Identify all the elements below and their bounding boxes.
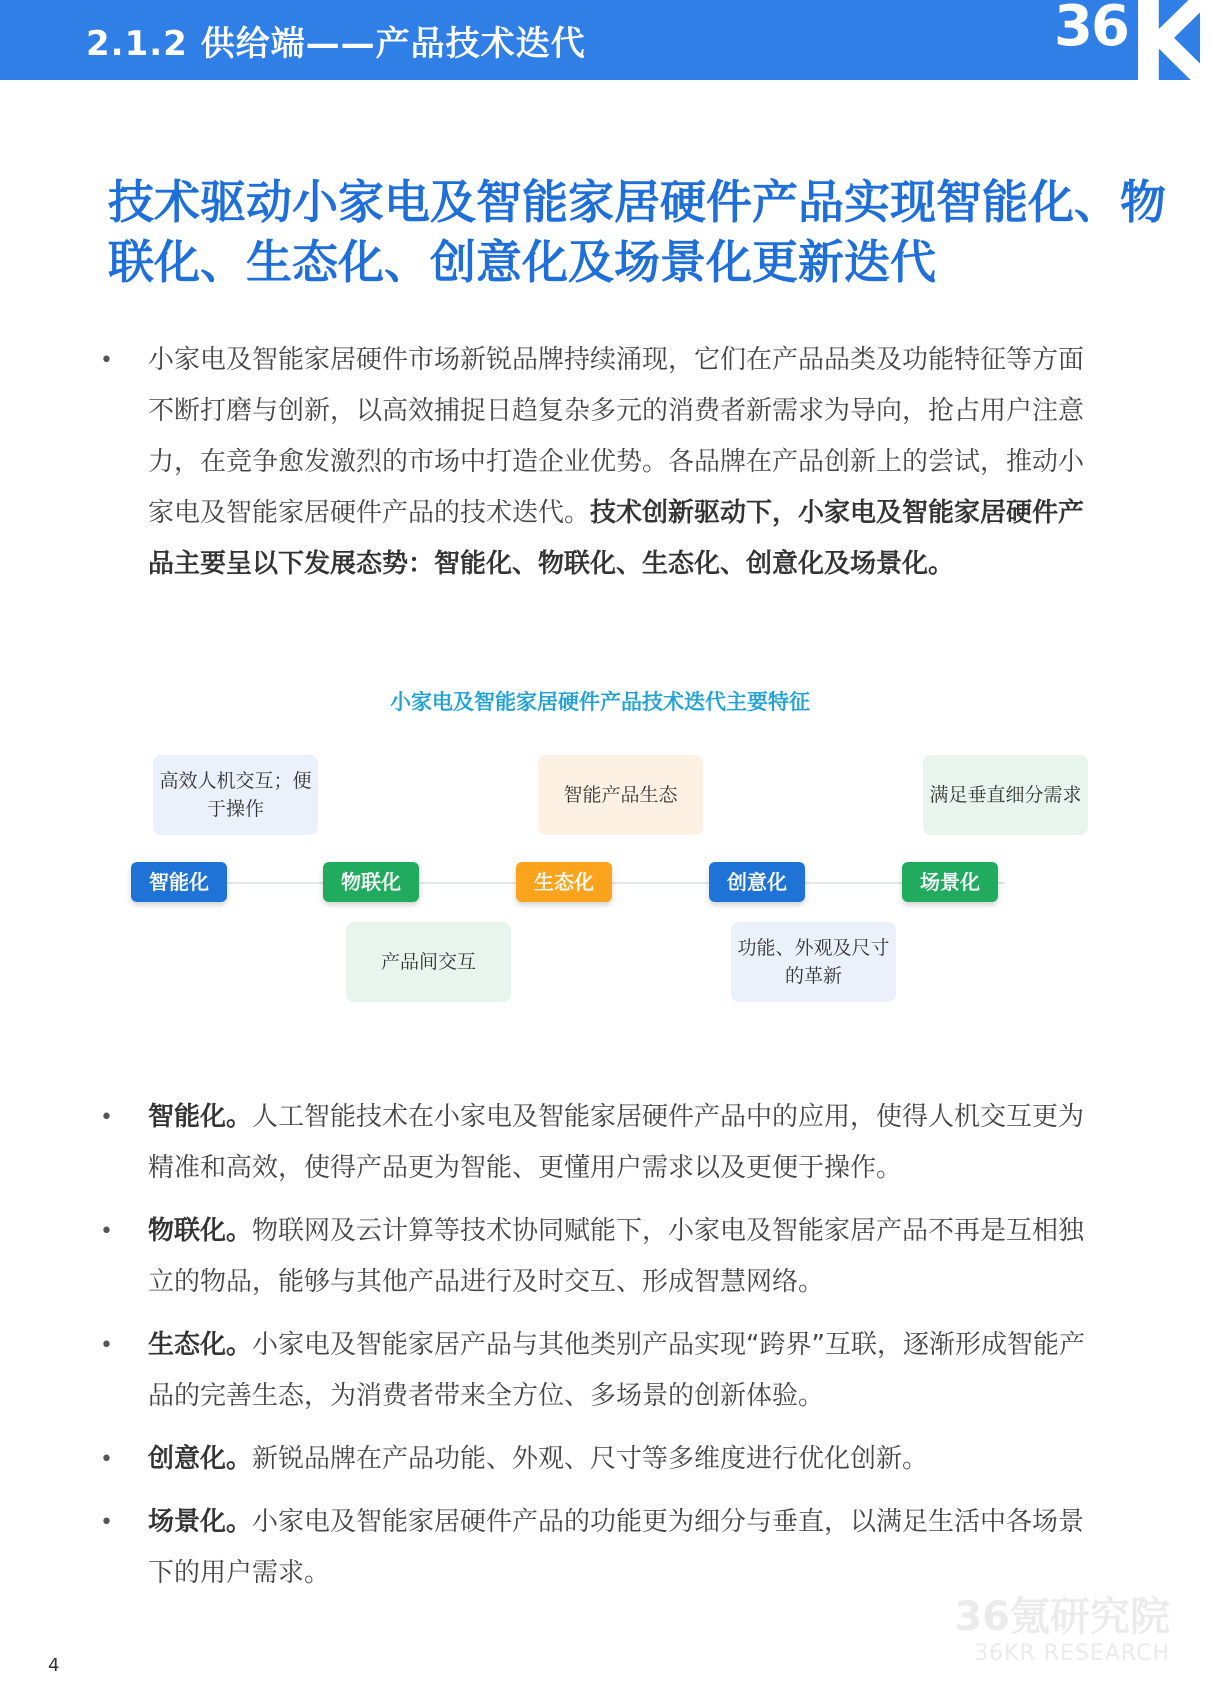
feature-desc: 新锐品牌在产品功能、外观、尺寸等多维度进行优化创新。 [252,1444,929,1474]
card-smart: 高效人机交互；便于操作 [153,755,318,835]
intro-bold-text: 技术创新驱动下，小家电及智能家居硬件产品主要呈以下发展态势：智能化、物联化、生态化、创意化及场景化。 [148,498,1085,579]
intro-text: 小家电及智能家居硬件市场新锐品牌持续涌现，它们在产品品类及功能特征等方面不断打磨与创新，以高效捕捉日趋复杂多元的消费者新需求为导向，抢占用户注意力，在竞争愈发激烈的市场中打造企业优势。各品牌在产品创新上的尝试，推动小家电及智能家居硬件产品的技术迭代。 [148,345,1085,528]
feature-term: 智能化。 [148,1102,253,1132]
bullet-icon: • [100,1105,113,1130]
feature-desc: 小家电及智能家居产品与其他类别产品实现“跨界”互联，逐渐形成智能产品的完善生态，为消费者带来全方位、多场景的创新体验。 [148,1330,1085,1411]
page-headline: 技术驱动小家电及智能家居硬件产品实现智能化、物联化、生态化、创意化及场景化更新迭代 [108,175,1166,289]
card-iot: 产品间交互 [346,922,511,1002]
watermark-cn: 36氪研究院 [954,1594,1170,1640]
feature-item [100,1434,1100,1485]
section-header [0,0,1213,106]
bullet-icon: • [100,1510,113,1535]
feature-term: 物联化。 [148,1216,253,1246]
pill-smart: 智能化 [131,862,227,902]
feature-diagram [0,755,1200,1005]
logo-letter: K [1128,0,1213,106]
feature-desc: 物联网及云计算等技术协同赋能下，小家电及智能家居产品不再是互相独立的物品，能够与其他产品进行及时交互、形成智慧网络。 [148,1216,1085,1297]
feature-desc: 小家电及智能家居硬件产品的功能更为细分与垂直，以满足生活中各场景下的用户需求。 [148,1507,1085,1588]
feature-desc: 人工智能技术在小家电及智能家居硬件产品中的应用，使得人机交互更为精准和高效，使得产品更为智能、更懂用户需求以及更便于操作。 [148,1102,1085,1183]
pill-scenario: 场景化 [902,862,998,902]
pill-creative: 创意化 [709,862,805,902]
intro-paragraph [100,335,1100,590]
page-number: 4 [48,1655,60,1676]
diagram-title: 小家电及智能家居硬件产品技术迭代主要特征 [390,690,810,714]
pill-ecosystem: 生态化 [516,862,612,902]
card-creative: 功能、外观及尺寸的革新 [731,922,896,1002]
feature-item [100,1206,1100,1308]
bullet-icon: • [100,1219,113,1244]
watermark [954,1595,1170,1669]
card-scenario: 满足垂直细分需求 [923,755,1088,835]
bullet-icon: • [100,1333,113,1358]
feature-term: 创意化。 [148,1444,253,1474]
feature-term: 场景化。 [148,1507,253,1537]
feature-item [100,1497,1100,1599]
watermark-en: 36KR RESEARCH [974,1641,1170,1666]
bullet-icon: • [100,1447,113,1472]
section-title: 2.1.2 供给端——产品技术迭代 [86,24,586,64]
feature-item [100,1092,1100,1194]
bullet-icon: • [100,348,113,373]
36kr-logo [1050,0,1213,106]
feature-term: 生态化。 [148,1330,253,1360]
card-ecosystem: 智能产品生态 [538,755,703,835]
pill-iot: 物联化 [323,862,419,902]
logo-number: 36 [1054,0,1128,59]
feature-item [100,1320,1100,1422]
